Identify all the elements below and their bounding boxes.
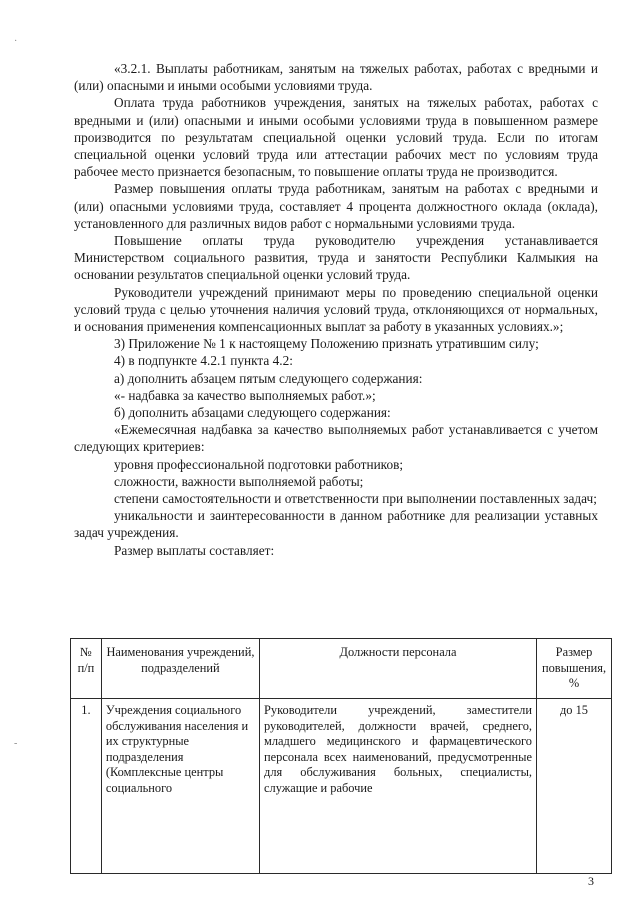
paragraph-item-a: а) дополнить абзацем пятым следующего содержания:: [114, 370, 423, 386]
cell-number: 1.: [71, 699, 102, 874]
paragraph-monthly-bonus: «Ежемесячная надбавка за качество выполняемых работ устанавливается с учетом следующих критериев:: [74, 422, 598, 455]
header-positions: Должности персонала: [260, 639, 537, 699]
paragraph-head-increase: Повышение оплаты труда руководителю учреждения устанавливается Министерством социального развития, труда и занятости Республики Калмыкия на основании результатов специальной оценки условий труда.: [74, 233, 598, 283]
paragraph-increase-size: Размер повышения оплаты труда работникам, занятым на работах с вредными и (или) опасными условиями труда, составляет 4 процента должностного оклада (оклада), установленного для различных видов работ с нормальными условиями труда.: [74, 181, 598, 231]
page-number: 3: [588, 874, 594, 888]
paragraph-item-3: 3) Приложение № 1 к настоящему Положению признать утратившим силу;: [114, 336, 539, 352]
cell-institutions: Учреждения социального обслуживания населения и их структурные подразделения (Комплексные центры социального: [101, 699, 259, 874]
body-text: [74, 60, 598, 559]
paragraph-payment-size: Размер выплаты составляет:: [114, 542, 275, 558]
paragraph-item-b: б) дополнить абзацами следующего содержания:: [114, 405, 391, 421]
header-institutions: Наименования учреждений, подразделений: [101, 639, 259, 699]
cell-positions: Руководители учреждений, заместители руководителей, должности врачей, среднего, младшего медицинского и фармацевтического персонала всех наименований, предусмотренные для обслуживания больных, специалисты, служащие и рабочие: [260, 699, 537, 874]
paragraph-pay-increase: Оплата труда работников учреждения, занятых на тяжелых работах, работах с вредными и (или) опасными и иными особыми условиями труда в повышенном размере производится по результатам специальной оценки условий труда. Если по итогам специальной оценки условий труда или аттестации рабочих мест по условиям труда рабочее место признается безопасным, то повышение оплаты труда не производится.: [74, 95, 598, 180]
criterion-uniqueness: уникальности и заинтересованности в данном работнике для реализации уставных задач учреждения.: [74, 508, 598, 541]
criterion-qualification: уровня профессиональной подготовки работников;: [114, 456, 404, 472]
paragraph-heads-measures: Руководители учреждений принимают меры по проведению специальной оценки условий труда с целью уточнения наличия условий труда, отклоняющихся от нормальных, и основания применения компенсационных выплат за работу в указанных условиях.»;: [74, 284, 598, 335]
table-header-row: [71, 639, 612, 699]
paragraph-3-2-1-title: «3.2.1. Выплаты работникам, занятым на тяжелых работах, работах с вредными и (или) опасными и иными особыми условиями труда.: [74, 61, 598, 94]
criterion-complexity: сложности, важности выполняемой работы;: [114, 473, 364, 489]
header-increase-size: Размер повышения, %: [537, 639, 612, 699]
scan-dot-mark: ·: [14, 36, 18, 47]
scan-dash-mark: -: [14, 738, 18, 749]
paragraph-item-4: 4) в подпункте 4.2.1 пункта 4.2:: [114, 353, 293, 369]
criterion-independence: степени самостоятельности и ответственности при выполнении поставленных задач;: [114, 491, 597, 507]
payment-table: [70, 638, 612, 874]
cell-increase-size: до 15: [537, 699, 612, 874]
table-row: [71, 699, 612, 874]
header-number: № п/п: [71, 639, 102, 699]
paragraph-bonus-quality: «- надбавка за качество выполняемых работ.»;: [114, 387, 376, 403]
